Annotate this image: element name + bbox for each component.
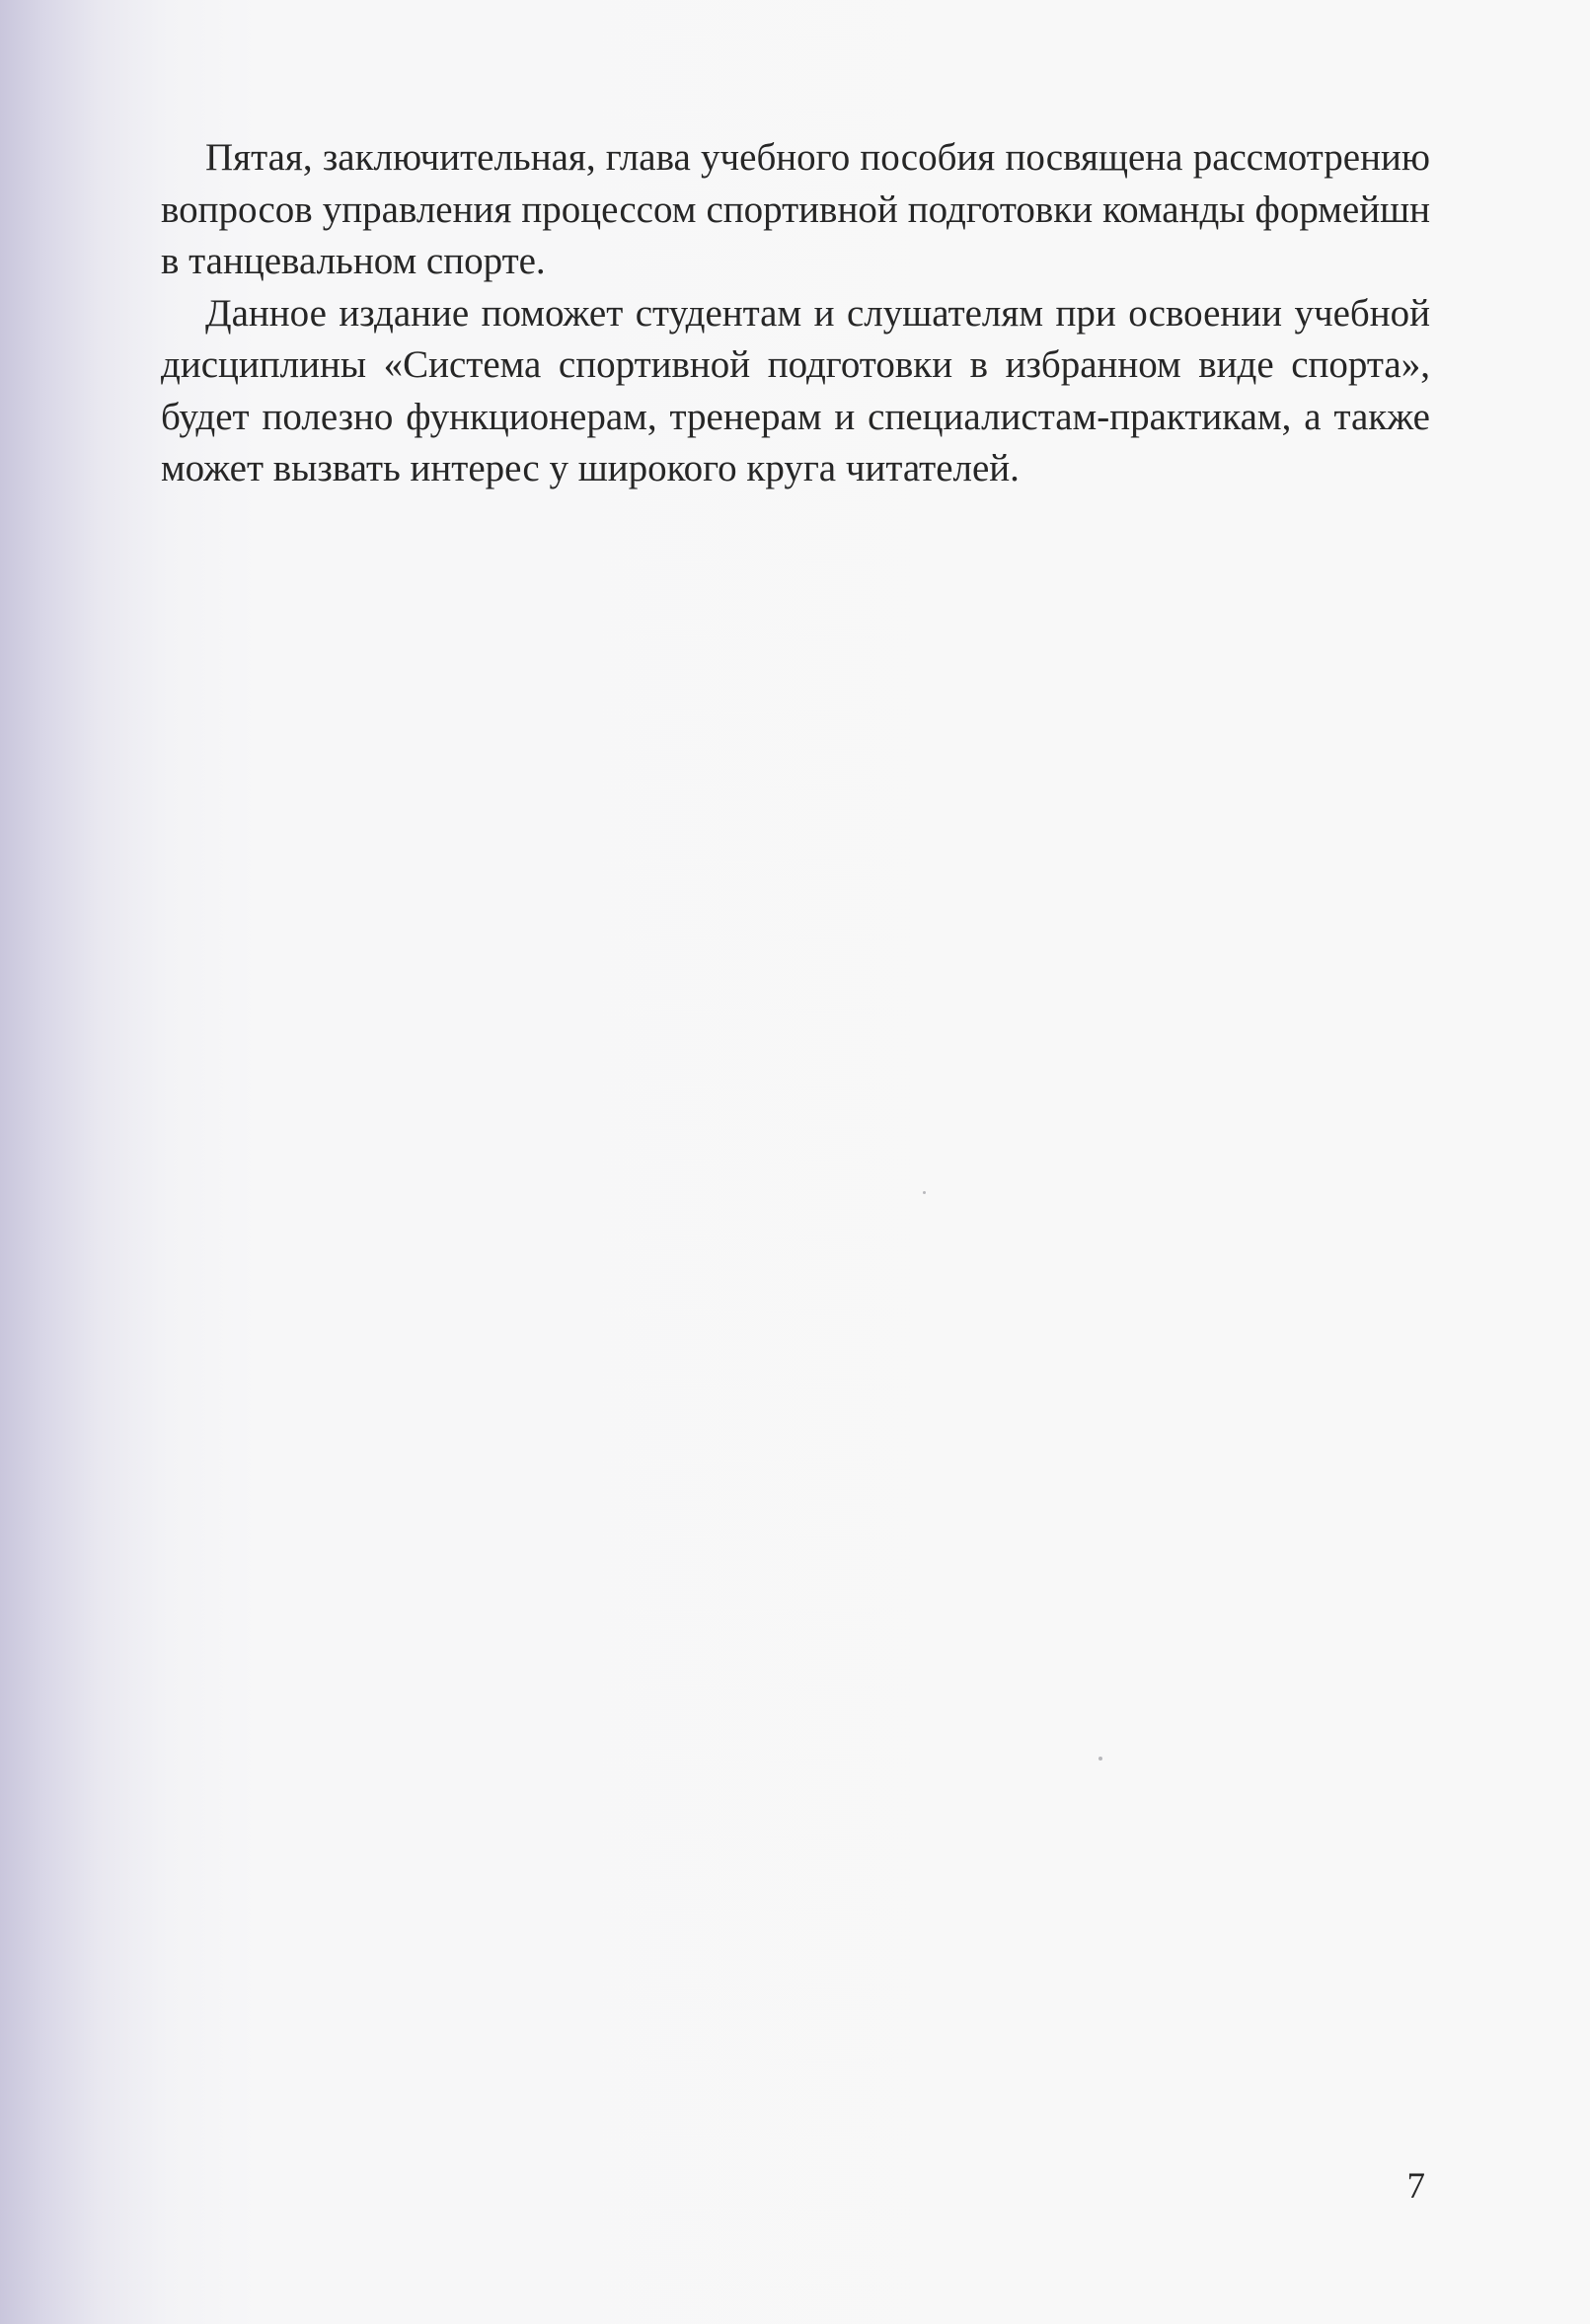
- paragraph: Пятая, заключительная, глава учебного пособия посвящена рассмотрению вопросов управления процессом спортивной подготовки команды формейшн в танцевальном спорте.: [161, 136, 1430, 282]
- body-text: [161, 132, 1430, 495]
- page-number: 7: [1406, 2166, 1425, 2207]
- scan-speck: [923, 1191, 926, 1194]
- scan-speck: [1098, 1757, 1102, 1761]
- paragraph: Данное издание поможет студентам и слушателям при освоении учебной дисциплины «Система спортивной подготовки в избранном виде спорта», будет полезно функционерам, тренерам и специалистам-практикам, а также может вызвать интерес у широкого круга читателей.: [161, 291, 1430, 489]
